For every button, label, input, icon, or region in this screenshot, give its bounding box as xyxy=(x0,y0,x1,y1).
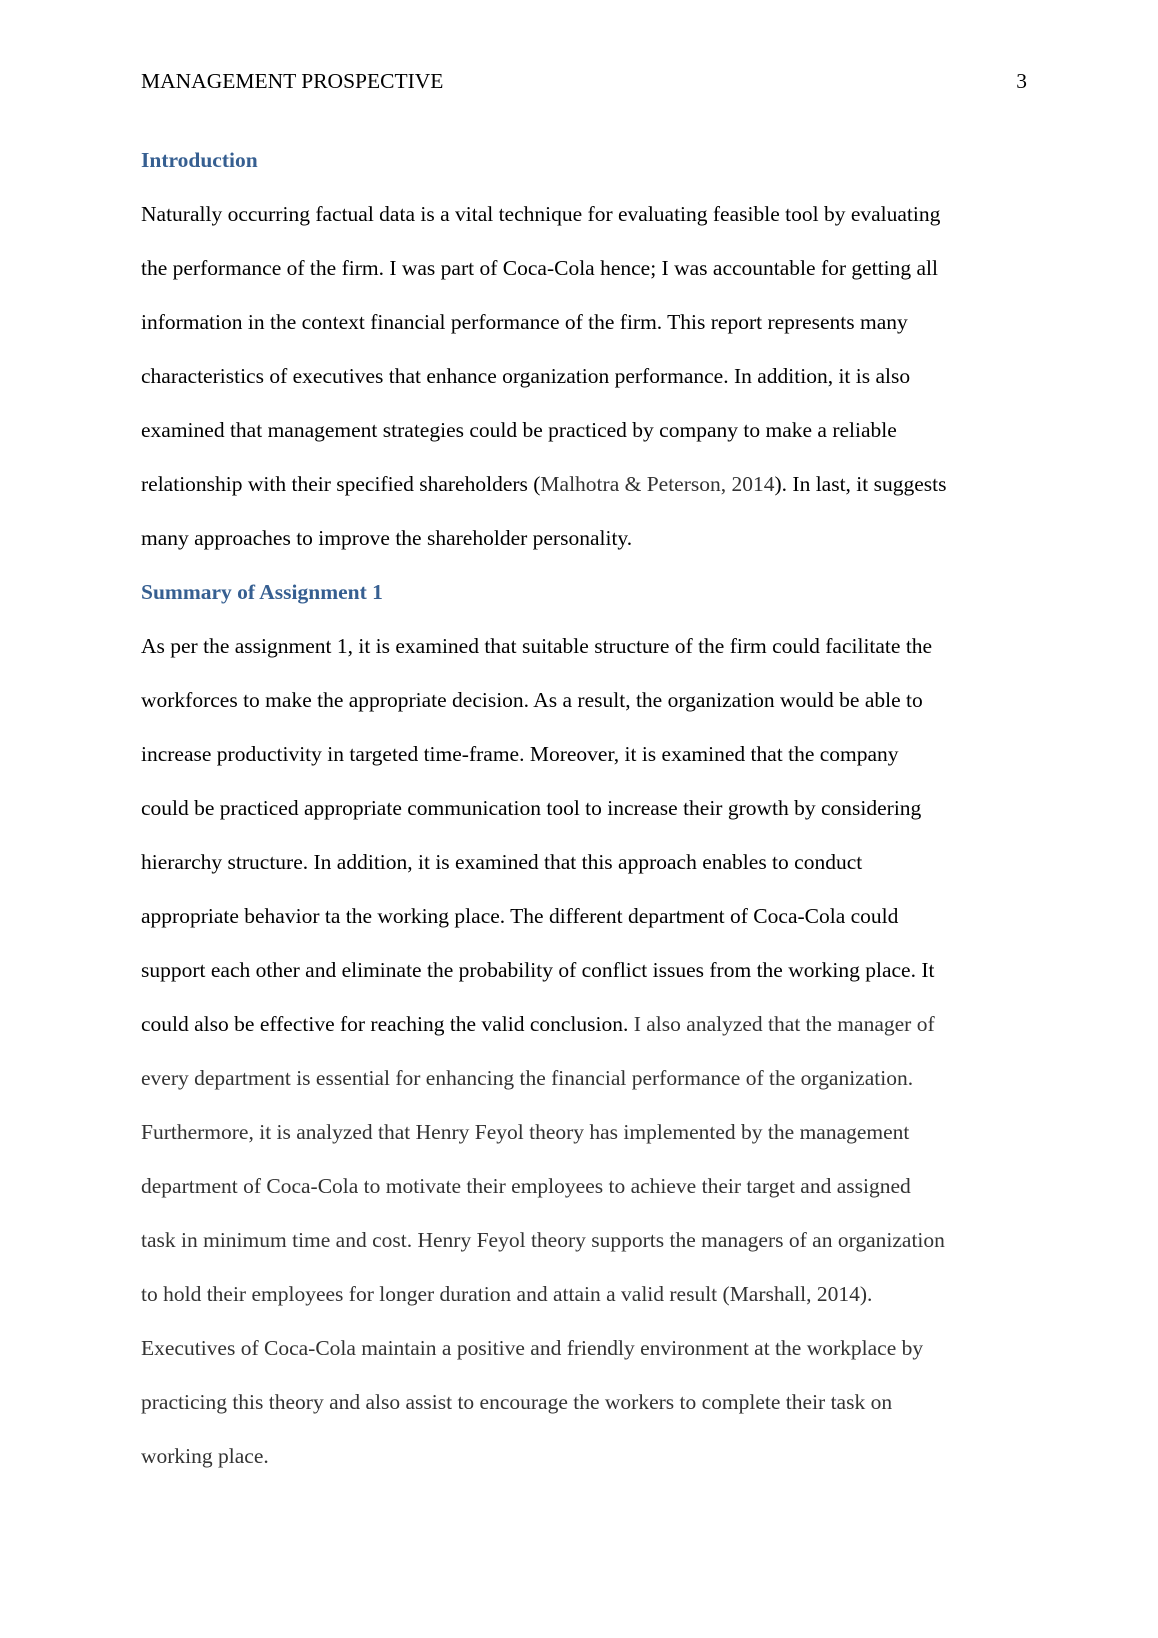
page-number: 3 xyxy=(1016,69,1027,93)
text-segment: Naturally occurring factual data is a vital technique for evaluating feasible tool by evaluating xyxy=(141,202,941,226)
text-line xyxy=(141,619,1027,673)
text-segment: hierarchy structure. In addition, it is examined that this approach enables to conduct xyxy=(141,850,863,874)
text-line xyxy=(141,457,1027,511)
section-heading: Summary of Assignment 1 xyxy=(141,580,383,604)
text-segment: ). In last, it suggests xyxy=(774,472,947,496)
text-segment: relationship with their specified shareholders ( xyxy=(141,472,541,496)
text-segment: the performance of the firm. I was part of Coca-Cola hence; I was accountable for getting all xyxy=(141,256,938,280)
text-segment: information in the context financial performance of the firm. This report represents many xyxy=(141,310,908,334)
text-line xyxy=(141,889,1027,943)
muted-text-segment: working place. xyxy=(141,1444,269,1468)
text-segment: examined that management strategies could be practiced by company to make a reliable xyxy=(141,418,897,442)
muted-text-segment: Executives of Coca-Cola maintain a positive and friendly environment at the workplace by xyxy=(141,1336,924,1360)
text-segment: support each other and eliminate the probability of conflict issues from the working place. It xyxy=(141,958,935,982)
text-segment: many approaches to improve the shareholder personality. xyxy=(141,526,633,550)
text-line xyxy=(141,295,1027,349)
text-line xyxy=(141,781,1027,835)
text-line xyxy=(141,673,1027,727)
muted-text-segment: Furthermore, it is analyzed that Henry Feyol theory has implemented by the management xyxy=(141,1120,910,1144)
text-line xyxy=(141,403,1027,457)
text-line xyxy=(141,1051,1027,1105)
text-line xyxy=(141,1267,1027,1321)
paragraph xyxy=(141,619,1027,1483)
muted-text-segment: task in minimum time and cost. Henry Feyol theory supports the managers of an organization xyxy=(141,1228,945,1252)
text-line xyxy=(141,1213,1027,1267)
section-heading: Introduction xyxy=(141,148,258,172)
running-head-title: MANAGEMENT PROSPECTIVE xyxy=(141,69,444,93)
paragraph xyxy=(141,187,1027,565)
text-line xyxy=(141,187,1027,241)
text-line xyxy=(141,1321,1027,1375)
text-segment: increase productivity in targeted time-frame. Moreover, it is examined that the company xyxy=(141,742,899,766)
text-segment: As per the assignment 1, it is examined that suitable structure of the firm could facilitate the xyxy=(141,634,933,658)
text-line xyxy=(141,997,1027,1051)
text-line xyxy=(141,1375,1027,1429)
text-line xyxy=(141,511,1027,565)
text-line xyxy=(141,1159,1027,1213)
text-line xyxy=(141,349,1027,403)
text-line xyxy=(141,1105,1027,1159)
muted-text-segment: Malhotra & Peterson, 2014 xyxy=(540,472,775,496)
text-segment: characteristics of executives that enhance organization performance. In addition, it is also xyxy=(141,364,911,388)
muted-text-segment: I also analyzed that the manager of xyxy=(633,1012,935,1036)
muted-text-segment: to hold their employees for longer duration and attain a valid result (Marshall, 2014). xyxy=(141,1282,873,1306)
text-line xyxy=(141,727,1027,781)
text-segment: could also be effective for reaching the valid conclusion. xyxy=(141,1012,634,1036)
muted-text-segment: department of Coca-Cola to motivate their employees to achieve their target and assigned xyxy=(141,1174,911,1198)
text-line xyxy=(141,835,1027,889)
page-header xyxy=(141,66,1027,96)
document-body xyxy=(141,133,1027,1483)
text-segment: appropriate behavior ta the working place. The different department of Coca-Cola could xyxy=(141,904,899,928)
text-line xyxy=(141,1429,1027,1483)
text-line xyxy=(141,943,1027,997)
text-segment: could be practiced appropriate communication tool to increase their growth by considering xyxy=(141,796,922,820)
muted-text-segment: practicing this theory and also assist to encourage the workers to complete their task on xyxy=(141,1390,893,1414)
text-line xyxy=(141,241,1027,295)
text-segment: workforces to make the appropriate decision. As a result, the organization would be able to xyxy=(141,688,923,712)
muted-text-segment: every department is essential for enhancing the financial performance of the organization. xyxy=(141,1066,914,1090)
